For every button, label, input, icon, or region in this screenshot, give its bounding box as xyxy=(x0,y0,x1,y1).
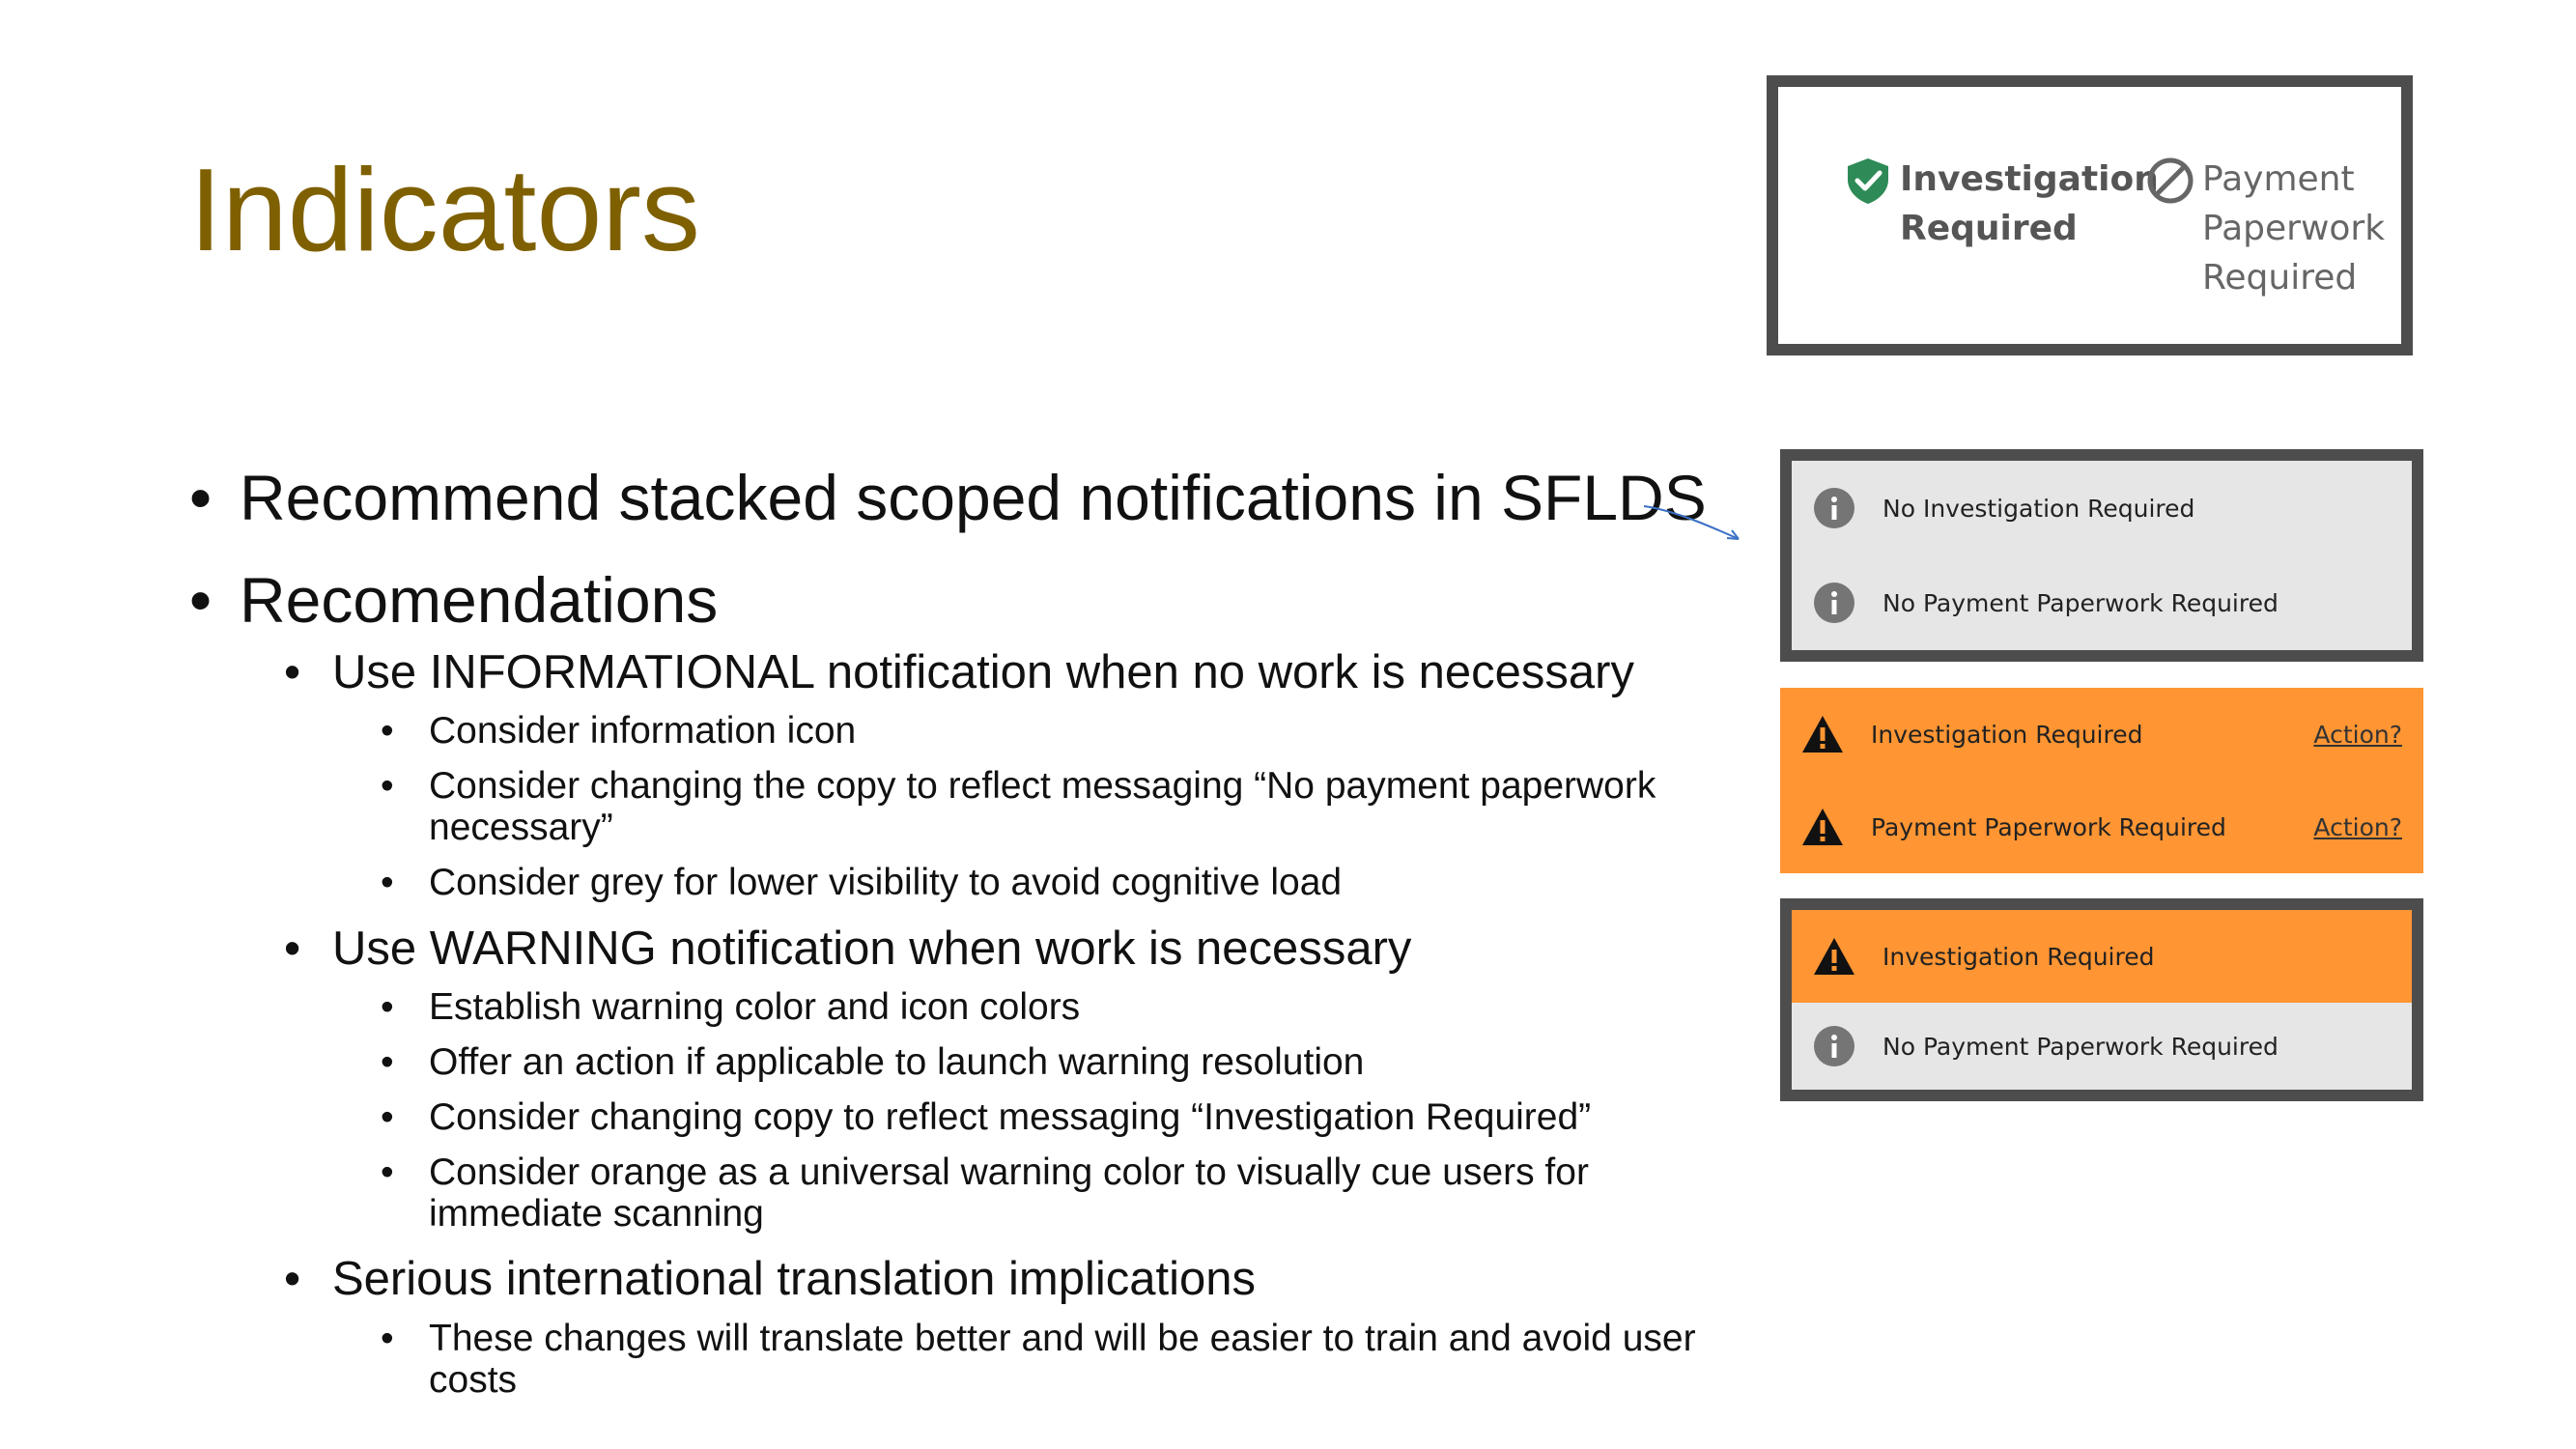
bullet-dot: • xyxy=(381,1151,394,1193)
notification-text: No Payment Paperwork Required xyxy=(1882,1032,2279,1061)
mixed-notification-group xyxy=(1780,898,2423,1101)
bullet-text: Consider information icon xyxy=(429,710,857,753)
bullet-text: Use WARNING notification when work is necessary xyxy=(332,922,1412,975)
notification-text: No Payment Paperwork Required xyxy=(1882,588,2279,617)
bullet-dot: • xyxy=(381,1317,394,1359)
bullet-level3 xyxy=(189,711,1754,753)
indicator-mockup-panel xyxy=(1767,75,2413,355)
action-link[interactable]: Action? xyxy=(2313,720,2402,749)
bullet-dot: • xyxy=(381,861,394,903)
info-notification xyxy=(1792,1003,2412,1090)
bullet-text: Consider changing the copy to reflect messaging “No payment paperwork necessary” xyxy=(429,765,1656,848)
action-link[interactable]: Action? xyxy=(2313,812,2402,841)
bullet-dot: • xyxy=(189,563,212,636)
label-line: Required xyxy=(2202,258,2358,298)
bullet-dot: • xyxy=(189,462,212,533)
info-notification xyxy=(1792,461,2412,555)
info-notification-group xyxy=(1780,449,2423,662)
label-line: Paperwork xyxy=(2202,209,2386,248)
bullet-level3 xyxy=(189,987,1754,1029)
bullet-dot: • xyxy=(284,1253,301,1306)
info-icon xyxy=(1813,1025,1855,1067)
investigation-indicator xyxy=(1842,155,2159,253)
notification-text: Investigation Required xyxy=(1882,942,2155,971)
label-line: Investigation xyxy=(1900,159,2159,199)
bullet-dot: • xyxy=(381,1040,394,1083)
notification-text: Investigation Required xyxy=(1871,720,2143,749)
bullet-level3 xyxy=(189,1097,1754,1139)
bullet-dot: • xyxy=(381,986,394,1029)
warning-notification xyxy=(1780,781,2423,873)
prohibited-icon xyxy=(2144,155,2196,207)
investigation-label xyxy=(1900,155,2159,253)
bullet-dot: • xyxy=(284,922,301,975)
bullet-text: Consider orange as a universal warning color to visually cue users for immediate scanning xyxy=(429,1151,1589,1235)
bullet-level2 xyxy=(189,922,1754,976)
warning-notification-group xyxy=(1780,678,2423,880)
notification-text: No Investigation Required xyxy=(1882,494,2195,523)
bullet-text: Use INFORMATIONAL notification when no work is necessary xyxy=(332,645,1634,698)
info-notification xyxy=(1792,555,2412,650)
bullet-dot: • xyxy=(381,710,394,753)
bullet-level1 xyxy=(189,462,1754,535)
payment-label xyxy=(2202,155,2385,302)
warning-notification xyxy=(1780,688,2423,781)
bullet-level3 xyxy=(189,766,1754,849)
bullet-level3 xyxy=(189,1319,1754,1402)
bullet-text: These changes will translate better and will be easier to train and avoid user costs xyxy=(429,1317,1696,1401)
payment-indicator xyxy=(2144,155,2385,302)
bullet-level3 xyxy=(189,1042,1754,1084)
bullet-dot: • xyxy=(284,645,301,698)
bullet-dot: • xyxy=(381,1095,394,1138)
bullet-dot: • xyxy=(381,765,394,808)
slide-title: Indicators xyxy=(189,144,700,275)
bullet-text: Offer an action if applicable to launch warning resolution xyxy=(429,1040,1365,1083)
bullet-level3 xyxy=(189,863,1754,904)
label-line: Required xyxy=(1900,209,2078,248)
warning-icon xyxy=(1801,713,1844,755)
pointer-arrow xyxy=(1642,483,1748,551)
notification-text: Payment Paperwork Required xyxy=(1871,812,2226,841)
bullet-text: Recommend stacked scoped notifications in SFLDS xyxy=(240,462,1707,533)
bullet-text: Serious international translation implications xyxy=(332,1253,1257,1306)
bullet-text: Recomendations xyxy=(240,563,719,636)
info-icon xyxy=(1813,487,1855,529)
shield-check-icon xyxy=(1842,155,1894,207)
warning-icon xyxy=(1801,806,1844,848)
info-icon xyxy=(1813,582,1855,624)
bullet-text: Consider changing copy to reflect messaging “Investigation Required” xyxy=(429,1095,1592,1138)
bullet-level1 xyxy=(189,564,1754,638)
bullet-level3 xyxy=(189,1152,1754,1236)
warning-notification xyxy=(1792,910,2412,1003)
bullet-text: Establish warning color and icon colors xyxy=(429,986,1081,1029)
bullet-level2 xyxy=(189,1252,1754,1306)
label-line: Payment xyxy=(2202,159,2355,199)
warning-icon xyxy=(1813,935,1855,978)
bullet-text: Consider grey for lower visibility to avoid cognitive load xyxy=(429,861,1343,903)
bullet-list xyxy=(189,462,1754,1415)
bullet-level2 xyxy=(189,645,1754,699)
